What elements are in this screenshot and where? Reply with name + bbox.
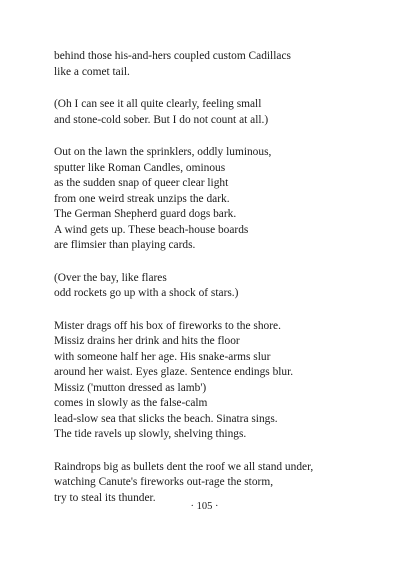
stanza [54,97,384,128]
poem-line: The tide ravels up slowly, shelving things. [54,428,247,440]
poem-line: with someone half her age. His snake-arms slur [54,350,271,363]
poem-line: lead-slow sea that slicks the beach. Sinatra sings. [54,412,278,425]
stanza [54,49,384,80]
poem-line: as the sudden snap of queer clear light [54,177,229,189]
poem-line: behind those his-and-hers coupled custom Cadillacs [54,50,291,62]
poem-line: sputter like Roman Candles, ominous [54,161,226,174]
poem-line: try to steal its thunder. [54,491,156,504]
poem-line: Missiz ('mutton dressed as lamb') [54,381,207,394]
poem-line: Mister drags off his box of fireworks to the shore. [54,319,281,332]
poem-line: (Over the bay, like flares [54,271,167,284]
poem-line: Out on the lawn the sprinklers, oddly luminous, [54,146,272,158]
stanza [54,271,384,302]
poem-text [54,49,384,523]
poem-line: are flimsier than playing cards. [54,239,196,251]
poem-line: like a comet tail. [54,65,130,78]
poem-line: comes in slowly as the false-calm [54,397,208,409]
poem-line: around her waist. Eyes glaze. Sentence endings blur. [54,366,294,378]
stanza [54,145,384,254]
stanza [54,319,384,443]
page-number: · 105 · [190,501,219,512]
poem-line: A wind gets up. These beach-house boards [54,223,249,236]
poem-line: Missiz drains her drink and hits the floor [54,335,240,347]
poem-line: watching Canute's fireworks out-rage the storm, [54,476,274,488]
poem-line: Raindrops big as bullets dent the roof we all stand under, [54,460,314,473]
poem-line: from one weird streak unzips the dark. [54,192,230,205]
poem-line: odd rockets go up with a shock of stars.) [54,287,239,299]
poem-line: (Oh I can see it all quite clearly, feeling small [54,98,262,110]
poem-line: The German Shepherd guard dogs bark. [54,208,237,220]
poem-line: and stone-cold sober. But I do not count at all.) [54,113,269,126]
